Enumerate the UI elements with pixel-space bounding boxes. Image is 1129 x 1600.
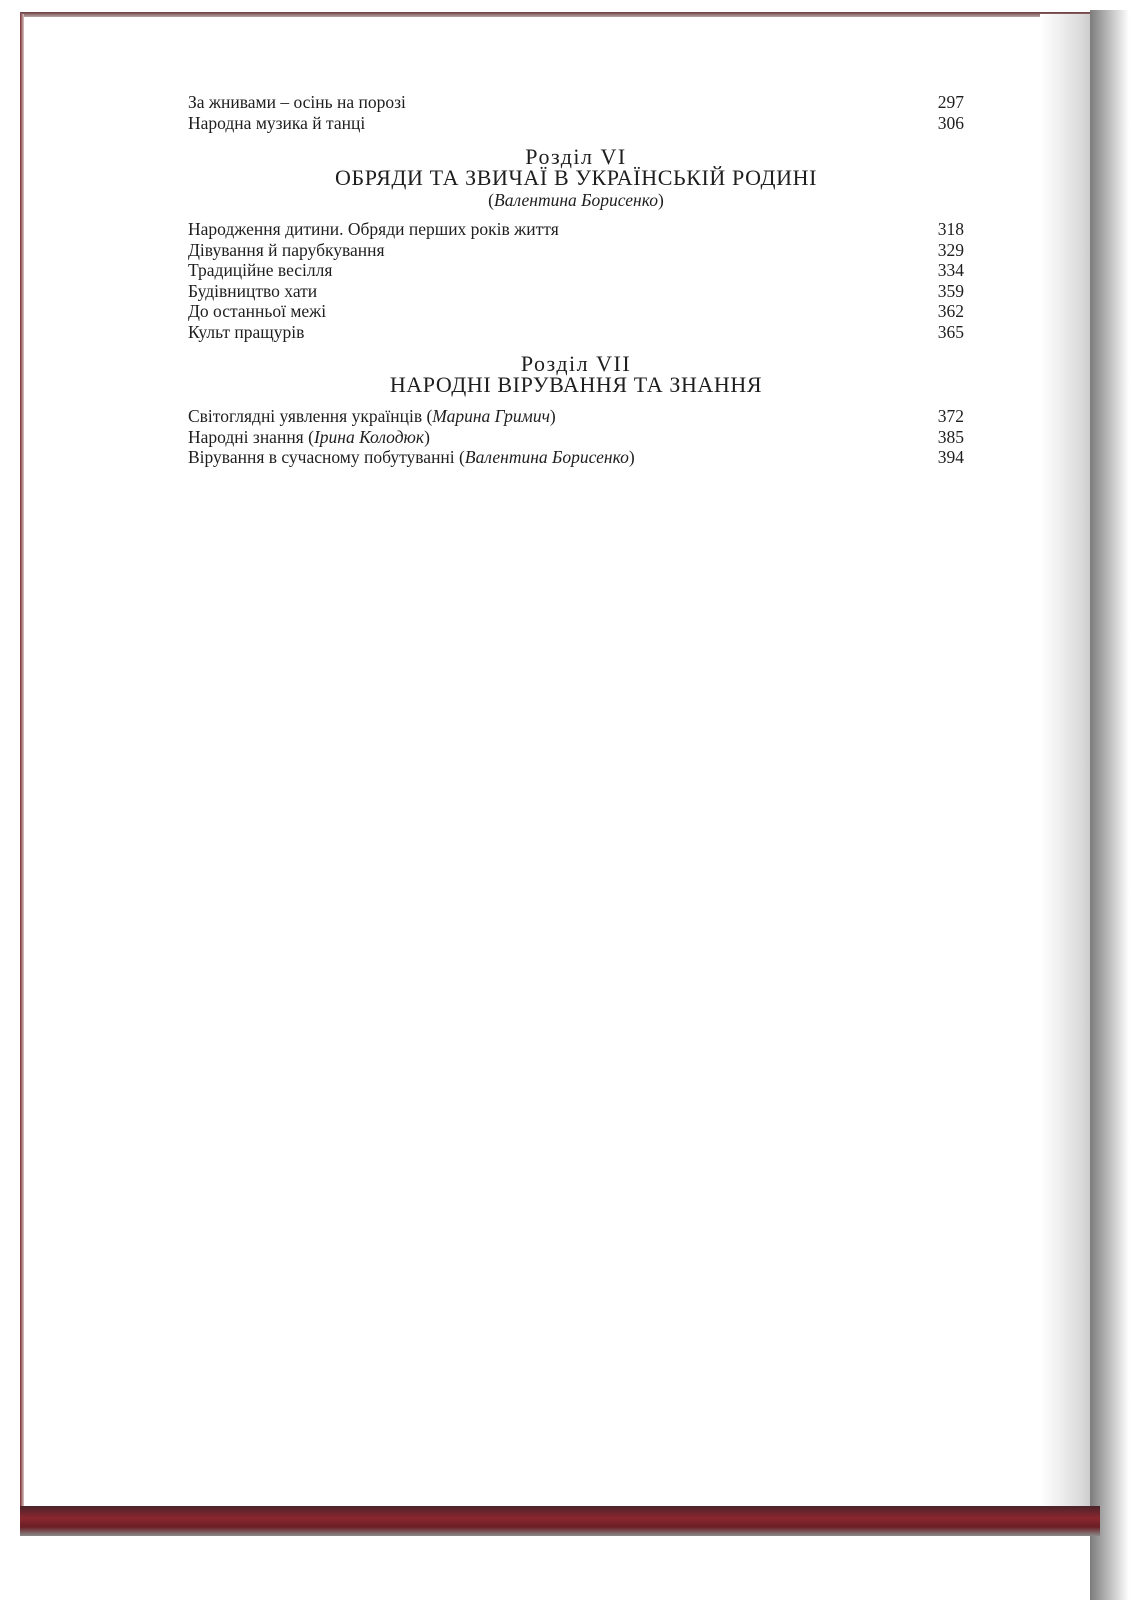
toc-entry-title: Традиційне весілля <box>188 260 333 280</box>
toc-entry-title: Дівування й парубкування <box>188 239 385 260</box>
section-7-label: Розділ VII <box>520 351 632 376</box>
toc-entry-text: Світоглядні уявлення українців ( <box>188 406 433 426</box>
toc-entry-paren-close: ) <box>549 406 556 426</box>
author-paren-close: ) <box>657 190 664 210</box>
toc-entry-text: Народні знання ( <box>188 426 314 447</box>
toc-entry <box>188 322 964 343</box>
section-6-label: Розділ VI <box>525 144 627 169</box>
toc-entry-author: Валентина Борисенко <box>464 447 629 467</box>
toc-entry-title: За жнивами – осінь на порозі <box>188 92 406 112</box>
book-top-edge <box>20 12 1100 17</box>
toc-entry-paren-close: ) <box>424 426 430 447</box>
toc-entry-author: Ірина Колодюк <box>313 426 425 447</box>
toc-entry <box>188 260 964 281</box>
toc-entry-page: 394 <box>937 447 964 467</box>
toc-entry-page: 334 <box>937 260 964 280</box>
toc-entry <box>188 92 964 113</box>
toc-entry-title: Народна музика й танці <box>188 112 366 133</box>
section-6-heading <box>188 144 964 211</box>
toc-entry-title: До останньої межі <box>188 301 327 321</box>
toc-entry <box>188 281 964 302</box>
toc-entry <box>188 240 964 261</box>
author-paren-open: ( <box>488 190 494 210</box>
section-7-title: НАРОДНІ ВІРУВАННЯ ТА ЗНАННЯ <box>389 372 763 397</box>
toc-entry-title <box>188 447 635 468</box>
book-left-edge <box>20 14 24 1520</box>
toc-entry <box>188 427 964 448</box>
book-right-edge <box>1090 10 1129 1600</box>
section-7-heading <box>188 351 964 397</box>
toc-entry-title: Народження дитини. Обряди перших років життя <box>188 219 559 239</box>
toc-entry <box>188 219 964 240</box>
toc-entry-page: 372 <box>937 406 964 426</box>
toc-entry-page: 318 <box>937 219 964 239</box>
toc-entry <box>188 447 964 468</box>
toc-entry-paren-close: ) <box>628 447 635 467</box>
section-6-title: ОБРЯДИ ТА ЗВИЧАЇ В УКРАЇНСЬКІЙ РОДИНІ <box>334 165 817 190</box>
toc-entry-title <box>188 406 556 427</box>
toc-entry-page: 385 <box>937 426 964 447</box>
book-bottom-edge <box>20 1506 1100 1536</box>
toc-entry-page: 306 <box>937 112 964 133</box>
toc-entry <box>188 406 964 427</box>
toc-entry-title: Будівництво хати <box>188 280 318 301</box>
toc-entry-title <box>188 427 430 448</box>
toc-entry-page: 359 <box>937 280 964 301</box>
toc-entry-page: 365 <box>937 321 964 342</box>
toc-entry-text: Вірування в сучасному побутуванні ( <box>188 447 465 467</box>
toc-entry-page: 362 <box>937 301 964 321</box>
toc-entry-page: 297 <box>937 92 964 112</box>
toc-entry-title: Культ пращурів <box>188 321 305 342</box>
author-name: Валентина Борисенко <box>494 190 658 210</box>
toc-entry <box>188 301 964 322</box>
toc-entry <box>188 113 964 134</box>
toc-entry-author: Марина Гримич <box>432 406 550 426</box>
section-6-author <box>188 189 964 211</box>
toc-entry-page: 329 <box>937 239 964 260</box>
table-of-contents <box>188 92 964 468</box>
